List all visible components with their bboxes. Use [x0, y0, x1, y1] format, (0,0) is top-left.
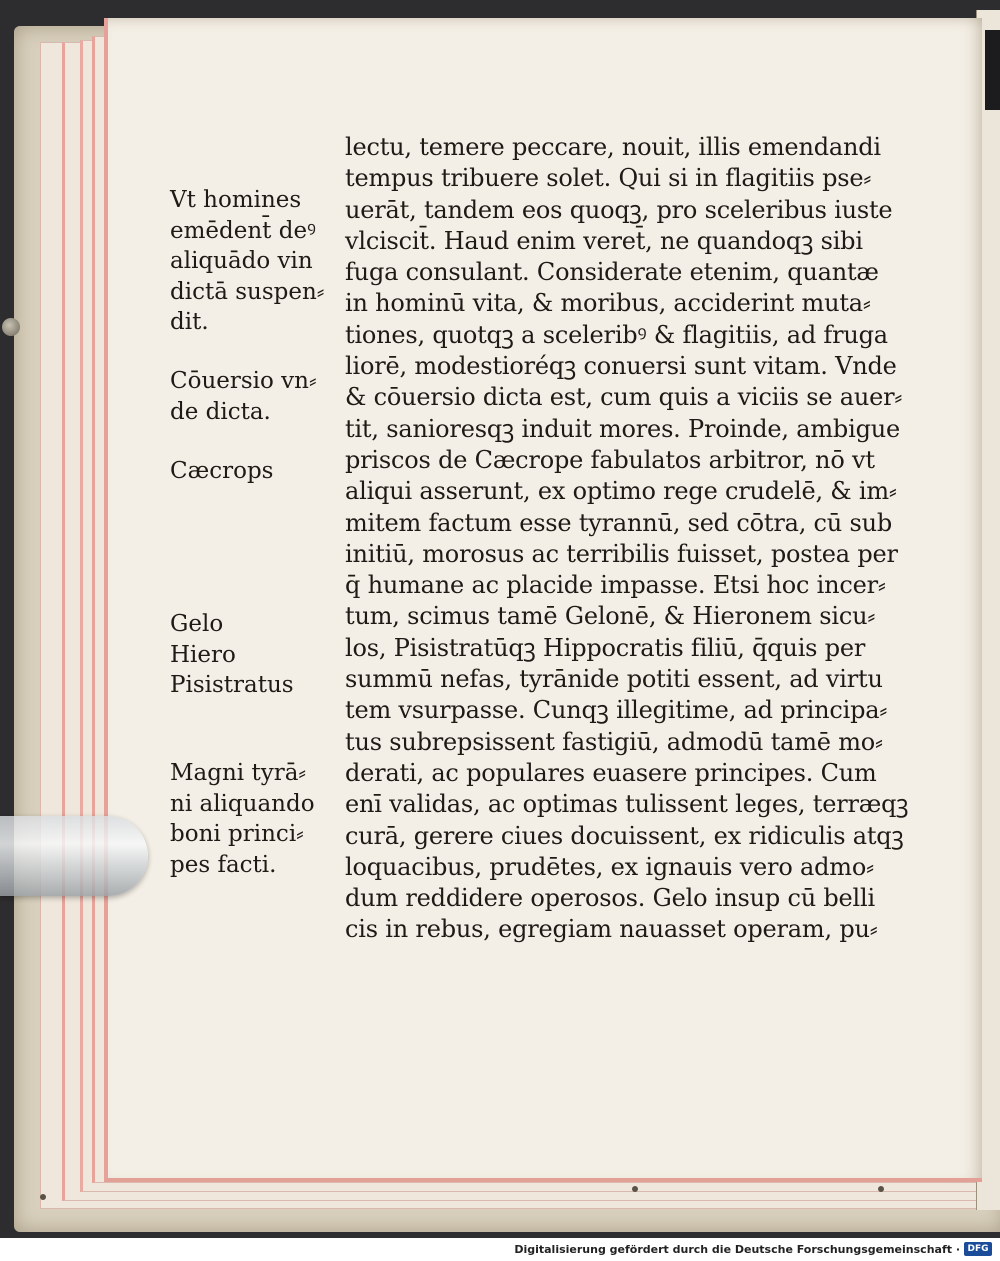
margin-note-line: emēdent̄ deꝰ [170, 217, 316, 244]
text-line: lectu, temere peccare, nouit, illis emendandi [345, 133, 881, 161]
clasp-pin-icon [2, 318, 20, 336]
text-line: curā, gerere ciues docuissent, ex ridiculis atqꝫ [345, 821, 904, 850]
margin-note-line: Cōuersio vn⸗ [170, 368, 317, 394]
text-line: tiones, quotqꝫ a sceleribꝰ & flagitiis, ad fruga [345, 320, 888, 349]
margin-note-line: dictā suspen⸗ [170, 278, 325, 305]
margin-note-line: boni princi⸗ [170, 821, 304, 847]
text-line: in hominū vita, & moribus, acciderint muta⸗ [345, 289, 871, 318]
margin-note [170, 456, 340, 487]
text-line: liorē, modestioréqꝫ conuersi sunt vitam. Vnde [345, 352, 897, 381]
text-line: q̄ humane ac placide impasse. Etsi hoc incer⸗ [345, 571, 886, 600]
text-line: aliqui asserunt, ex optimo rege crudelē, & im⸗ [345, 477, 897, 506]
margin-note-line: Hiero [170, 641, 236, 668]
margin-note-line: dit. [170, 309, 209, 335]
text-line: dum reddidere operosos. Gelo insup cū belli [345, 884, 875, 913]
margin-note-line: Magni tyrā⸗ [170, 760, 307, 786]
margin-note-line: Vt homines [170, 187, 302, 213]
text-line: tempus tribuere solet. Qui si in flagitiis pse⸗ [345, 164, 872, 193]
margin-note-line: aliquādo vin [170, 248, 313, 274]
funding-credit: Digitalisierung gefördert durch die Deutsche Forschungsgemeinschaft · [514, 1243, 960, 1256]
margin-note-line: de dicta. [170, 398, 271, 425]
footer-bar [0, 1238, 1000, 1261]
text-line: priscos de Cæcrope fabulatos arbitror, nō vt [345, 445, 875, 474]
margin-note [170, 366, 340, 427]
nail-icon [878, 1186, 884, 1192]
margin-note-line: Cæcrops [170, 458, 274, 484]
margin-note [170, 758, 340, 880]
main-text-block [345, 132, 909, 946]
margin-note-line: Pisistratus [170, 672, 294, 698]
margin-note-line: Gelo [170, 611, 224, 637]
text-line: derati, ac populares euasere principes. Cum [345, 758, 877, 787]
text-line: enī validas, ac optimas tulissent leges, terræqꝫ [345, 790, 909, 819]
book-clip [0, 816, 148, 896]
text-line: tus subrepsissent fastigiū, admodū tamē mo⸗ [345, 727, 883, 756]
margin-note-line: ni aliquando [170, 790, 315, 817]
text-line: uerāt, tandem eos quoqꝫ, pro sceleribus iuste [345, 195, 893, 224]
text-line: fuga consulant. Considerate etenim, quantæ [345, 258, 879, 287]
text-line: tem vsurpasse. Cunqꝫ illegitime, ad principa⸗ [345, 696, 888, 725]
text-line: vlciscit̄. Haud enim veret̄, ne quandoqꝫ sibi [345, 226, 863, 255]
nail-icon [40, 1194, 46, 1200]
text-line: tum, scimus tamē Gelonē, & Hieronem sicu⸗ [345, 602, 876, 631]
nail-icon [632, 1186, 638, 1192]
text-line: loquacibus, prudētes, ex ignauis vero admo⸗ [345, 852, 874, 881]
margin-note [170, 609, 340, 701]
margin-note [170, 185, 340, 338]
margin-note-line: pes facti. [170, 851, 277, 878]
text-line: summū nefas, tyrānide potiti essent, ad virtu [345, 665, 883, 694]
text-line: mitem factum esse tyrannū, sed cōtra, cū sub [345, 508, 893, 537]
text-line: cis in rebus, egregiam nauasset operam, pu⸗ [345, 915, 878, 944]
text-line: tit, sanioresqꝫ induit mores. Proinde, ambigue [345, 414, 900, 443]
text-line: & cōuersio dicta est, cum quis a viciis se auer⸗ [345, 383, 903, 412]
dfg-logo: DFG [964, 1242, 992, 1256]
text-line: initiū, morosus ac terribilis fuisset, postea per [345, 539, 898, 568]
text-line: los, Pisistratūqꝫ Hippocratis filiū, q̄quis per [345, 633, 866, 662]
